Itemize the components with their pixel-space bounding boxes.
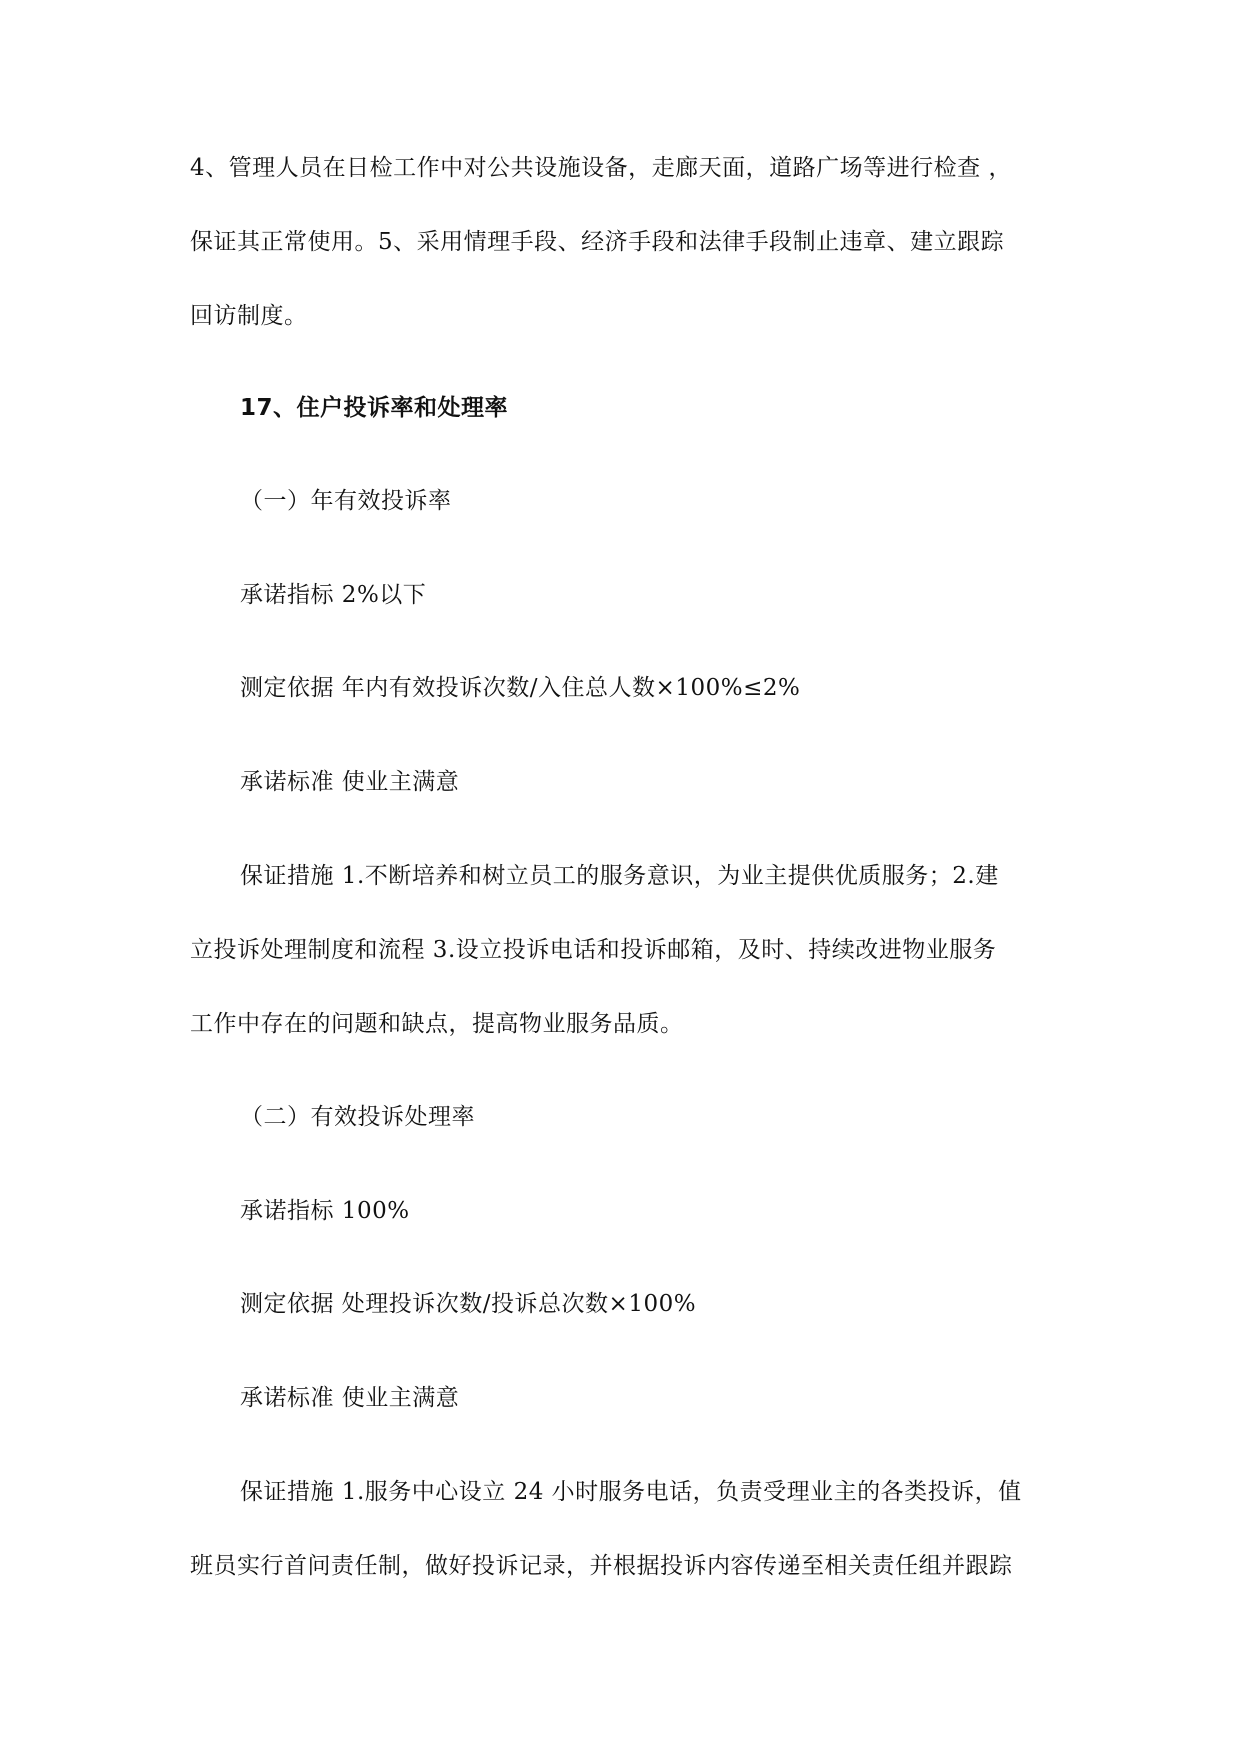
intro-line-2: 保证其正常使用。5、采用情理手段、经济手段和法律手段制止违章、建立跟踪 [190, 229, 1005, 255]
part1-basis: 测定依据 年内有效投诉次数/入住总人数×100%≤2% [240, 675, 801, 701]
part2-basis: 测定依据 处理投诉次数/投诉总次数×100% [240, 1291, 697, 1317]
part2-measures-line-1: 保证措施 1.服务中心设立 24 小时服务电话，负责受理业主的各类投诉，值 [240, 1479, 1022, 1505]
intro-line-1: 4、管理人员在日检工作中对公共设施设备，走廊天面，道路广场等进行检查 ， [190, 155, 1012, 181]
part2-title: （二）有效投诉处理率 [240, 1104, 475, 1130]
intro-line-3: 回访制度。 [190, 303, 308, 329]
part1-title: （一）年有效投诉率 [240, 488, 452, 514]
part1-measures-line-3: 工作中存在的问题和缺点，提高物业服务品质。 [190, 1011, 684, 1037]
part1-measures-line-2: 立投诉处理制度和流程 3.设立投诉电话和投诉邮箱，及时、持续改进物业服务 [190, 937, 997, 963]
part1-indicator: 承诺指标 2%以下 [240, 582, 427, 608]
part1-standard: 承诺标准 使业主满意 [240, 769, 460, 795]
part2-measures-line-2: 班员实行首问责任制，做好投诉记录，并根据投诉内容传递至相关责任组并跟踪 [190, 1553, 1013, 1579]
part2-standard: 承诺标准 使业主满意 [240, 1385, 460, 1411]
part2-indicator: 承诺指标 100% [240, 1198, 410, 1224]
part1-measures-line-1: 保证措施 1.不断培养和树立员工的服务意识，为业主提供优质服务；2.建 [240, 863, 999, 889]
section-heading: 17、住户投诉率和处理率 [240, 395, 509, 421]
